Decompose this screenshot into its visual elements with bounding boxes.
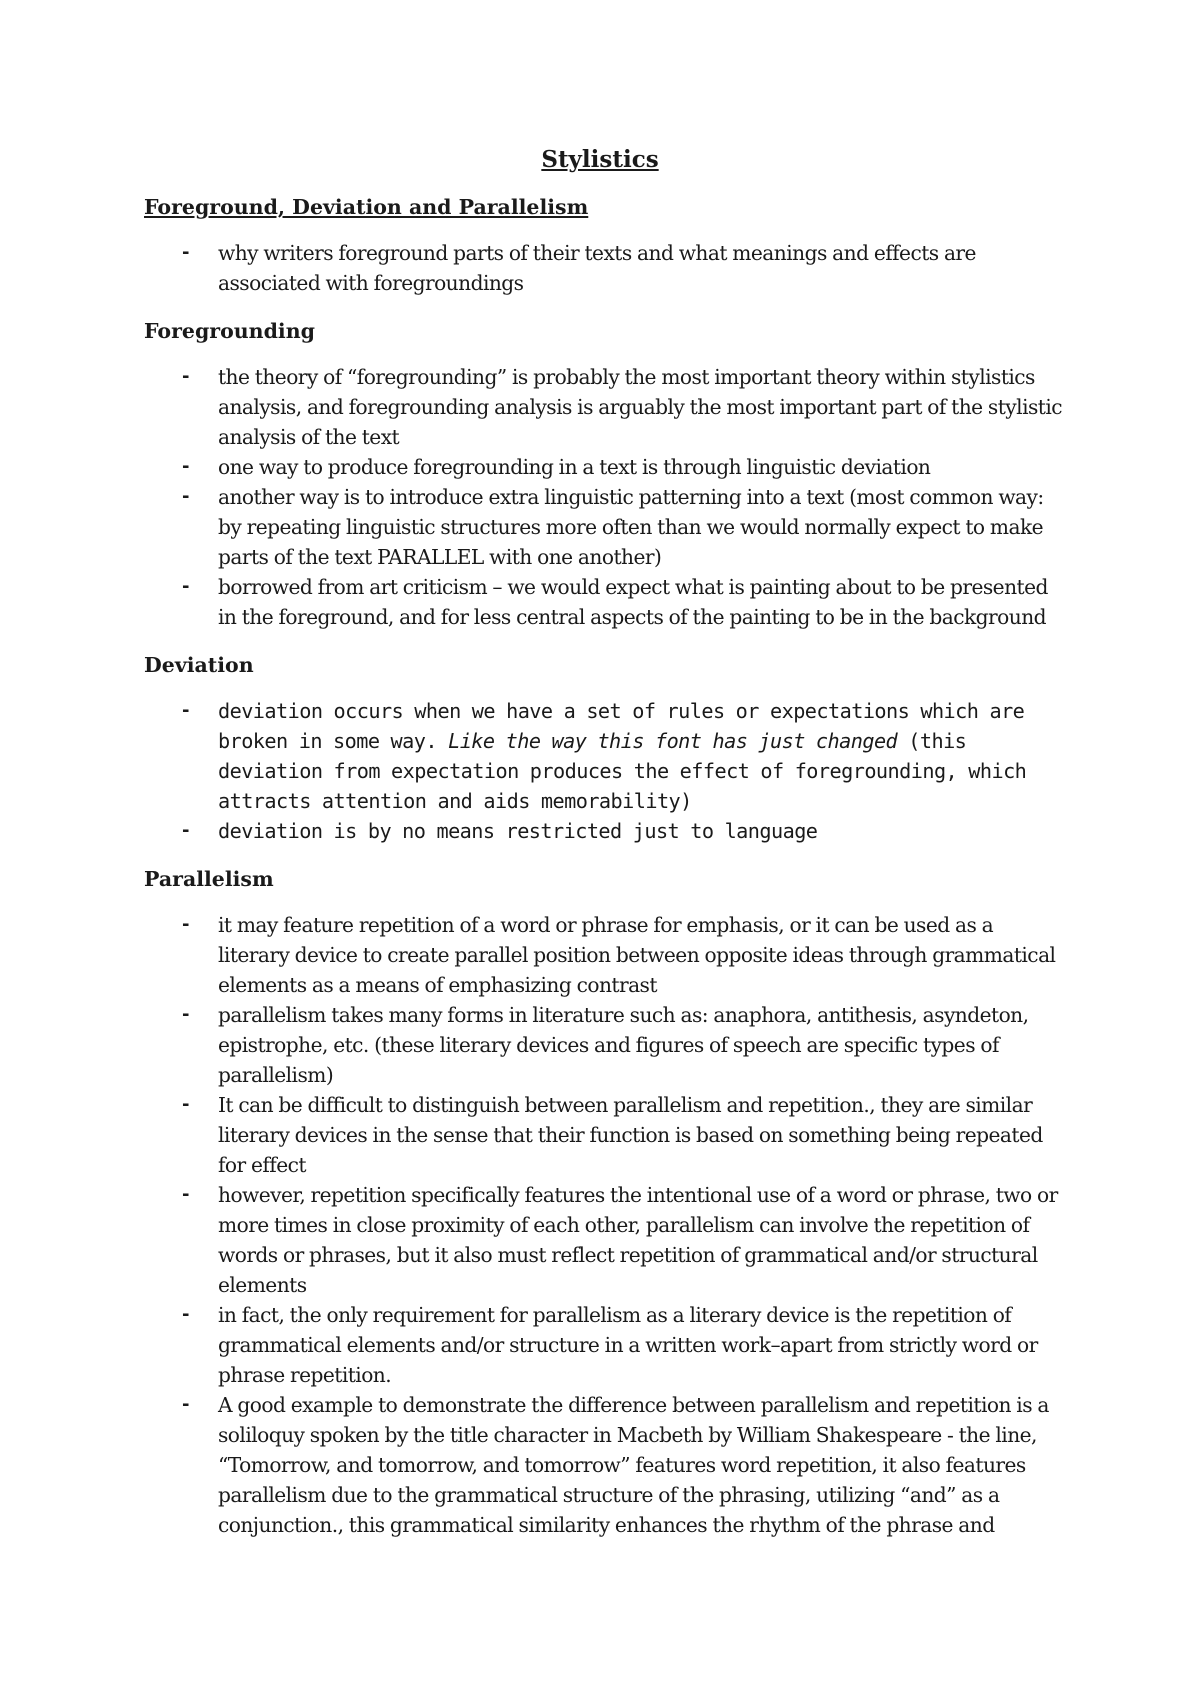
list-item-text: one way to produce foregrounding in a text is through linguistic deviation bbox=[218, 455, 931, 479]
list-item-text: in fact, the only requirement for parallelism as a literary device is the repetition of grammatical elements and/or structure in a written work–apart from strictly word or phrase repetition. bbox=[218, 1303, 1038, 1387]
dash-bullet-icon: - bbox=[182, 456, 189, 477]
document-body bbox=[144, 192, 1064, 1558]
list-item bbox=[144, 1300, 1064, 1390]
list-item-text: why writers foreground parts of their texts and what meanings and effects are associated with foregroundings bbox=[218, 241, 976, 295]
dash-bullet-icon: - bbox=[182, 366, 189, 387]
dash-bullet-icon: - bbox=[182, 576, 189, 597]
section-deviation bbox=[144, 650, 1064, 846]
bullet-list bbox=[144, 696, 1064, 846]
section-heading: Parallelism bbox=[144, 867, 274, 891]
list-item-text-before: deviation occurs when we have a set of rules or expectations which are broken in some way. bbox=[218, 699, 1025, 753]
list-item-text: It can be difficult to distinguish between parallelism and repetition., they are similar literary devices in the sense that their function is based on something being repeated for effect bbox=[218, 1093, 1043, 1177]
list-item-text: parallelism takes many forms in literature such as: anaphora, antithesis, asyndeton, epistrophe, etc. (these literary devices and figures of speech are specific types of parallelism) bbox=[218, 1003, 1029, 1087]
section-heading: Foregrounding bbox=[144, 319, 315, 343]
section-overview bbox=[144, 192, 1064, 298]
dash-bullet-icon: - bbox=[182, 1394, 189, 1415]
list-item bbox=[144, 910, 1064, 1000]
list-item bbox=[144, 238, 1064, 298]
list-item-text: however, repetition specifically features the intentional use of a word or phrase, two or more times in close proximity of each other, parallelism can involve the repetition of words or phrases, but it also must reflect repetition of grammatical and/or structural elements bbox=[218, 1183, 1058, 1297]
list-item bbox=[144, 696, 1064, 816]
bullet-list bbox=[144, 238, 1064, 298]
bullet-list bbox=[144, 910, 1064, 1540]
list-item bbox=[144, 572, 1064, 632]
list-item-text: deviation is by no means restricted just to language bbox=[218, 819, 818, 843]
list-item bbox=[144, 482, 1064, 572]
dash-bullet-icon: - bbox=[182, 1094, 189, 1115]
list-item-text: another way is to introduce extra linguistic patterning into a text (most common way: by repeating linguistic structures more often than we would normally expect to make parts of the text PARALLEL with one another) bbox=[218, 485, 1044, 569]
dash-bullet-icon: - bbox=[182, 1304, 189, 1325]
list-item-text: borrowed from art criticism – we would expect what is painting about to be presented in the foreground, and for less central aspects of the painting to be in the background bbox=[218, 575, 1048, 629]
bullet-list bbox=[144, 362, 1064, 632]
document-title: Stylistics bbox=[541, 146, 659, 173]
list-item bbox=[144, 1090, 1064, 1180]
list-item bbox=[144, 1180, 1064, 1300]
list-item-text-after: (this deviation from expectation produces the effect of foregrounding, which attracts attention and aids memorability) bbox=[218, 729, 1027, 813]
list-item bbox=[144, 362, 1064, 452]
dash-bullet-icon: - bbox=[182, 1004, 189, 1025]
list-item-text-italic: Like the way this font has just changed bbox=[448, 729, 898, 753]
dash-bullet-icon: - bbox=[182, 486, 189, 507]
section-heading: Foreground, Deviation and Parallelism bbox=[144, 195, 589, 219]
dash-bullet-icon: - bbox=[182, 820, 189, 841]
section-heading: Deviation bbox=[144, 653, 254, 677]
dash-bullet-icon: - bbox=[182, 1184, 189, 1205]
dash-bullet-icon: - bbox=[182, 242, 189, 263]
list-item-text: the theory of “foregrounding” is probably the most important theory within stylistics analysis, and foregrounding analysis is arguably the most important part of the stylistic analysis of the text bbox=[218, 365, 1063, 449]
section-parallelism bbox=[144, 864, 1064, 1540]
dash-bullet-icon: - bbox=[182, 700, 189, 721]
list-item bbox=[144, 1000, 1064, 1090]
dash-bullet-icon: - bbox=[182, 914, 189, 935]
list-item-text: it may feature repetition of a word or phrase for emphasis, or it can be used as a literary device to create parallel position between opposite ideas through grammatical elements as a means of emphasizing contrast bbox=[218, 913, 1056, 997]
section-foregrounding bbox=[144, 316, 1064, 632]
list-item bbox=[144, 452, 1064, 482]
list-item bbox=[144, 816, 1064, 846]
list-item bbox=[144, 1390, 1064, 1540]
list-item-text: A good example to demonstrate the difference between parallelism and repetition is a soliloquy spoken by the title character in Macbeth by William Shakespeare - the line, “Tomorrow, and tomorrow, and tomorrow” features word repetition, it also features parallelism due to the grammatical structure of the phrasing, utilizing “and” as a conjunction., this grammatical similarity enhances the rhythm of the phrase and bbox=[218, 1393, 1049, 1537]
